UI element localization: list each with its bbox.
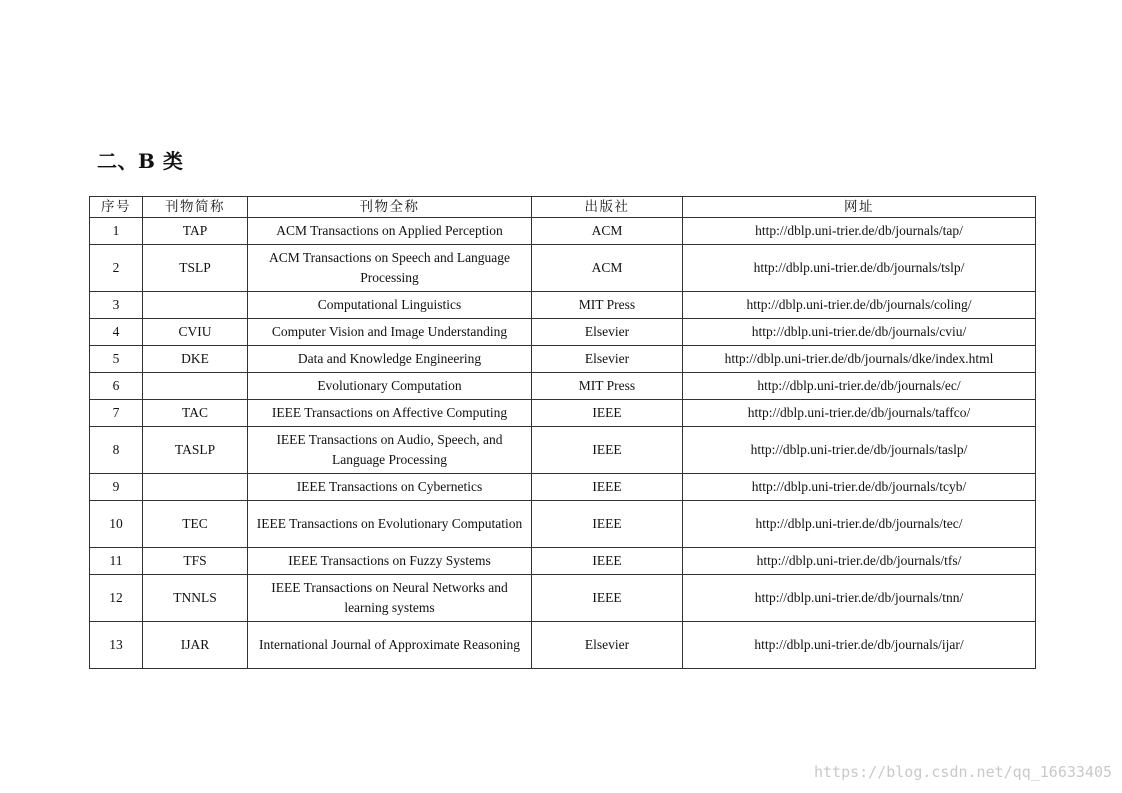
cell-url: http://dblp.uni-trier.de/db/journals/tcyb/ <box>683 474 1036 501</box>
cell-publisher: IEEE <box>532 474 683 501</box>
cell-full-name: IEEE Transactions on Cybernetics <box>248 474 532 501</box>
table-row <box>90 501 1036 548</box>
cell-publisher: IEEE <box>532 501 683 548</box>
cell-abbreviation: TFS <box>143 548 248 575</box>
journal-table <box>89 196 1036 669</box>
cell-url: http://dblp.uni-trier.de/db/journals/taslp/ <box>683 427 1036 474</box>
cell-full-name: IEEE Transactions on Neural Networks and learning systems <box>248 575 532 622</box>
table-row <box>90 346 1036 373</box>
cell-abbreviation <box>143 474 248 501</box>
cell-abbreviation: CVIU <box>143 319 248 346</box>
table-header-row <box>90 197 1036 218</box>
cell-publisher: IEEE <box>532 548 683 575</box>
cell-number: 3 <box>90 292 143 319</box>
cell-publisher: ACM <box>532 218 683 245</box>
table-row <box>90 292 1036 319</box>
cell-url: http://dblp.uni-trier.de/db/journals/taffco/ <box>683 400 1036 427</box>
cell-url: http://dblp.uni-trier.de/db/journals/cviu/ <box>683 319 1036 346</box>
cell-number: 11 <box>90 548 143 575</box>
cell-url: http://dblp.uni-trier.de/db/journals/ec/ <box>683 373 1036 400</box>
cell-full-name: International Journal of Approximate Reasoning <box>248 622 532 669</box>
section-heading: 二、B 类 <box>97 149 184 173</box>
cell-url: http://dblp.uni-trier.de/db/journals/tec/ <box>683 501 1036 548</box>
table-row <box>90 548 1036 575</box>
cell-full-name: Computational Linguistics <box>248 292 532 319</box>
cell-number: 2 <box>90 245 143 292</box>
cell-full-name: IEEE Transactions on Affective Computing <box>248 400 532 427</box>
cell-full-name: IEEE Transactions on Audio, Speech, and Language Processing <box>248 427 532 474</box>
header-publisher: 出版社 <box>532 197 683 218</box>
table-row <box>90 373 1036 400</box>
cell-url: http://dblp.uni-trier.de/db/journals/dke/index.html <box>683 346 1036 373</box>
header-abbreviation: 刊物简称 <box>143 197 248 218</box>
table-row <box>90 474 1036 501</box>
cell-number: 10 <box>90 501 143 548</box>
cell-abbreviation: TAP <box>143 218 248 245</box>
cell-abbreviation <box>143 373 248 400</box>
cell-full-name: IEEE Transactions on Fuzzy Systems <box>248 548 532 575</box>
cell-url: http://dblp.uni-trier.de/db/journals/tap/ <box>683 218 1036 245</box>
cell-number: 8 <box>90 427 143 474</box>
cell-number: 1 <box>90 218 143 245</box>
cell-abbreviation: TASLP <box>143 427 248 474</box>
cell-full-name: IEEE Transactions on Evolutionary Computation <box>248 501 532 548</box>
cell-url: http://dblp.uni-trier.de/db/journals/tnn/ <box>683 575 1036 622</box>
table-row <box>90 400 1036 427</box>
cell-publisher: IEEE <box>532 427 683 474</box>
cell-url: http://dblp.uni-trier.de/db/journals/coling/ <box>683 292 1036 319</box>
table-row <box>90 575 1036 622</box>
cell-publisher: ACM <box>532 245 683 292</box>
watermark: https://blog.csdn.net/qq_16633405 <box>813 763 1112 781</box>
cell-publisher: Elsevier <box>532 346 683 373</box>
cell-publisher: MIT Press <box>532 373 683 400</box>
cell-number: 9 <box>90 474 143 501</box>
cell-abbreviation: IJAR <box>143 622 248 669</box>
header-full-name: 刊物全称 <box>248 197 532 218</box>
cell-url: http://dblp.uni-trier.de/db/journals/tslp/ <box>683 245 1036 292</box>
cell-number: 13 <box>90 622 143 669</box>
cell-number: 6 <box>90 373 143 400</box>
cell-full-name: ACM Transactions on Applied Perception <box>248 218 532 245</box>
cell-url: http://dblp.uni-trier.de/db/journals/tfs/ <box>683 548 1036 575</box>
cell-abbreviation: TSLP <box>143 245 248 292</box>
cell-abbreviation: TAC <box>143 400 248 427</box>
cell-full-name: Evolutionary Computation <box>248 373 532 400</box>
table-row <box>90 319 1036 346</box>
cell-publisher: Elsevier <box>532 319 683 346</box>
cell-full-name: Computer Vision and Image Understanding <box>248 319 532 346</box>
cell-publisher: IEEE <box>532 400 683 427</box>
header-number: 序号 <box>90 197 143 218</box>
cell-url: http://dblp.uni-trier.de/db/journals/ijar/ <box>683 622 1036 669</box>
cell-number: 4 <box>90 319 143 346</box>
table-row <box>90 427 1036 474</box>
cell-abbreviation: TEC <box>143 501 248 548</box>
cell-abbreviation: DKE <box>143 346 248 373</box>
cell-publisher: IEEE <box>532 575 683 622</box>
table-row <box>90 622 1036 669</box>
table-row <box>90 218 1036 245</box>
cell-abbreviation: TNNLS <box>143 575 248 622</box>
cell-full-name: Data and Knowledge Engineering <box>248 346 532 373</box>
cell-number: 7 <box>90 400 143 427</box>
cell-publisher: MIT Press <box>532 292 683 319</box>
cell-number: 5 <box>90 346 143 373</box>
header-url: 网址 <box>683 197 1036 218</box>
cell-abbreviation <box>143 292 248 319</box>
cell-publisher: Elsevier <box>532 622 683 669</box>
cell-number: 12 <box>90 575 143 622</box>
cell-full-name: ACM Transactions on Speech and Language Processing <box>248 245 532 292</box>
table-row <box>90 245 1036 292</box>
